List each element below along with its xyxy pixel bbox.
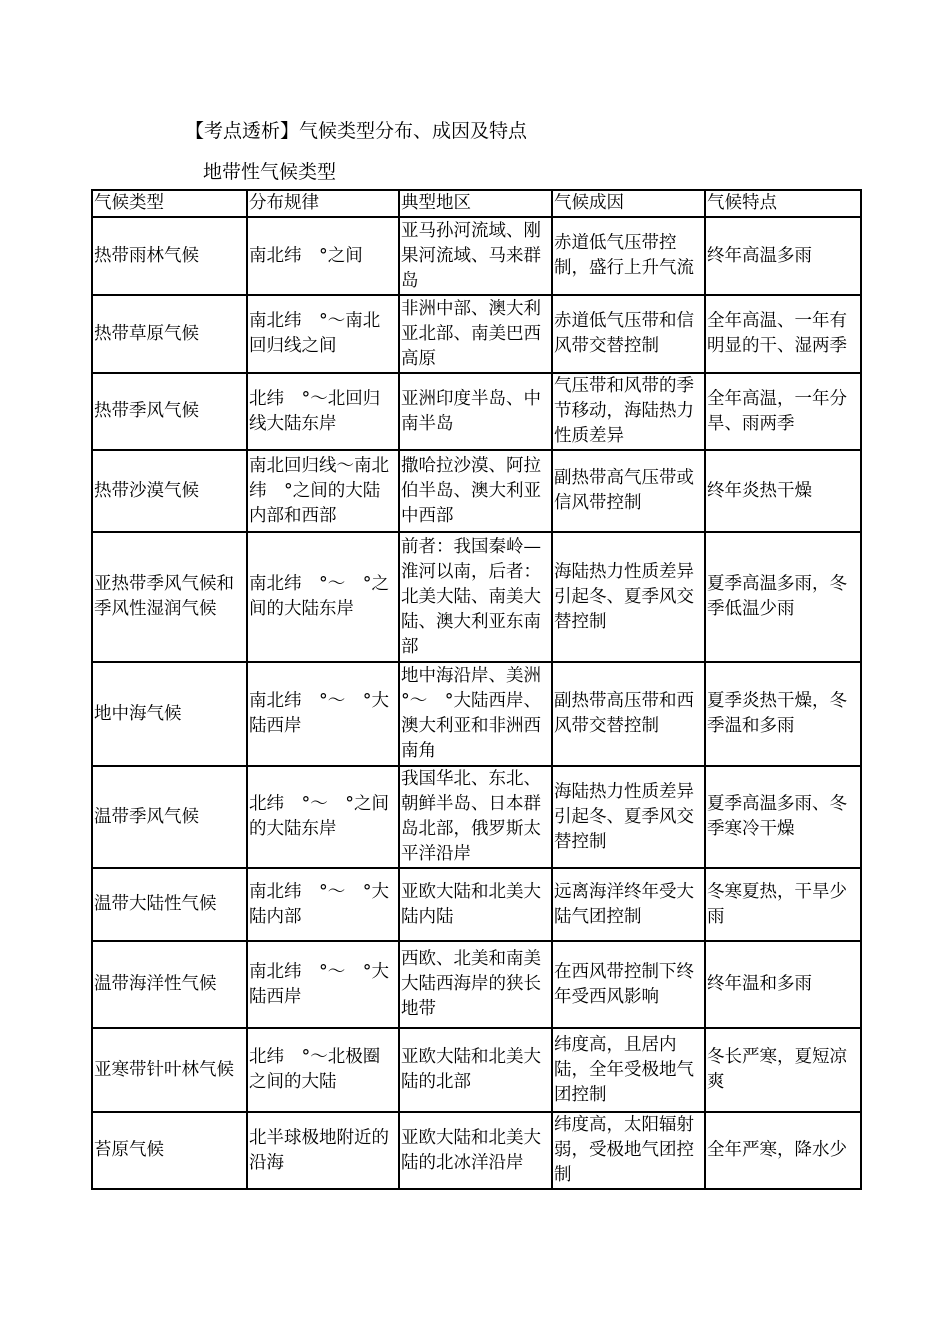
header-cell-features: 气候特点	[705, 190, 861, 217]
table-cell: 冬长严寒，夏短凉爽	[705, 1028, 861, 1112]
table-cell: 亚马孙河流域、刚果河流域、马来群岛	[399, 217, 552, 295]
table-cell: 南北纬 °～ °大陆内部	[247, 868, 399, 941]
table-row	[92, 450, 861, 532]
table-cell: 南北纬 °～ °大陆西岸	[247, 662, 399, 766]
climate-types-table	[91, 189, 862, 1190]
table-cell: 冬寒夏热，干旱少雨	[705, 868, 861, 941]
table-cell: 远离海洋终年受大陆气团控制	[552, 868, 705, 941]
table-cell: 温带海洋性气候	[92, 941, 247, 1028]
header-cell-distribution: 分布规律	[247, 190, 399, 217]
table-cell: 热带季风气候	[92, 373, 247, 450]
table-cell: 终年温和多雨	[705, 941, 861, 1028]
table-cell: 南北回归线～南北纬 °之间的大陆内部和西部	[247, 450, 399, 532]
table-cell: 纬度高，且居内陆，全年受极地气团控制	[552, 1028, 705, 1112]
table-cell: 北纬 °～北回归线大陆东岸	[247, 373, 399, 450]
table-cell: 亚欧大陆和北美大陆内陆	[399, 868, 552, 941]
table-cell: 前者：我国秦岭—淮河以南，后者：北美大陆、南美大陆、澳大利亚东南部	[399, 532, 552, 662]
table-cell: 亚热带季风气候和季风性湿润气候	[92, 532, 247, 662]
table-cell: 南北纬 °～南北回归线之间	[247, 295, 399, 373]
table-cell: 海陆热力性质差异引起冬、夏季风交替控制	[552, 532, 705, 662]
table-cell: 北半球极地附近的沿海	[247, 1112, 399, 1189]
table-cell: 地中海沿岸、美洲 °～ °大陆西岸、澳大利亚和非洲西南角	[399, 662, 552, 766]
table-cell: 夏季高温多雨、冬季寒冷干燥	[705, 766, 861, 868]
table-cell: 我国华北、东北、朝鲜半岛、日本群岛北部，俄罗斯太平洋沿岸	[399, 766, 552, 868]
table-header-row	[92, 190, 861, 217]
table-cell: 纬度高，太阳辐射弱，受极地气团控制	[552, 1112, 705, 1189]
table-cell: 南北纬 °～ °大陆西岸	[247, 941, 399, 1028]
table-row	[92, 217, 861, 295]
table-cell: 温带大陆性气候	[92, 868, 247, 941]
table-cell: 赤道低气压带和信风带交替控制	[552, 295, 705, 373]
section-subheading: 地带性气候类型	[203, 161, 337, 183]
table-row	[92, 1112, 861, 1189]
table-cell: 热带沙漠气候	[92, 450, 247, 532]
table-row	[92, 532, 861, 662]
table-cell: 非洲中部、澳大利亚北部、南美巴西高原	[399, 295, 552, 373]
table-cell: 北纬 °～ °之间的大陆东岸	[247, 766, 399, 868]
table-cell: 北纬 °～北极圈之间的大陆	[247, 1028, 399, 1112]
table-row	[92, 295, 861, 373]
header-cell-cause: 气候成因	[552, 190, 705, 217]
table-cell: 全年高温、一年有明显的干、湿两季	[705, 295, 861, 373]
table-cell: 亚寒带针叶林气候	[92, 1028, 247, 1112]
table-cell: 在西风带控制下终年受西风影响	[552, 941, 705, 1028]
table-cell: 终年高温多雨	[705, 217, 861, 295]
table-cell: 终年炎热干燥	[705, 450, 861, 532]
table-cell: 温带季风气候	[92, 766, 247, 868]
table-cell: 副热带高压带和西风带交替控制	[552, 662, 705, 766]
table-cell: 热带雨林气候	[92, 217, 247, 295]
table-cell: 海陆热力性质差异引起冬、夏季风交替控制	[552, 766, 705, 868]
table-cell: 亚洲印度半岛、中南半岛	[399, 373, 552, 450]
table-row	[92, 941, 861, 1028]
table-cell: 气压带和风带的季节移动，海陆热力性质差异	[552, 373, 705, 450]
page-heading: 【考点透析】气候类型分布、成因及特点	[185, 120, 528, 142]
table-cell: 亚欧大陆和北美大陆的北冰洋沿岸	[399, 1112, 552, 1189]
table-cell: 撒哈拉沙漠、阿拉伯半岛、澳大利亚中西部	[399, 450, 552, 532]
table-row	[92, 766, 861, 868]
table-cell: 南北纬 °之间	[247, 217, 399, 295]
table-row	[92, 662, 861, 766]
table-cell: 地中海气候	[92, 662, 247, 766]
table-cell: 赤道低气压带控制，盛行上升气流	[552, 217, 705, 295]
header-cell-climate-type: 气候类型	[92, 190, 247, 217]
table-cell: 亚欧大陆和北美大陆的北部	[399, 1028, 552, 1112]
header-cell-typical-region: 典型地区	[399, 190, 552, 217]
table-row	[92, 1028, 861, 1112]
table-cell: 夏季高温多雨，冬季低温少雨	[705, 532, 861, 662]
table-cell: 热带草原气候	[92, 295, 247, 373]
table-cell: 夏季炎热干燥，冬季温和多雨	[705, 662, 861, 766]
table-cell: 全年高温，一年分旱、雨两季	[705, 373, 861, 450]
table-cell: 全年严寒，降水少	[705, 1112, 861, 1189]
table-cell: 副热带高气压带或信风带控制	[552, 450, 705, 532]
table-row	[92, 373, 861, 450]
table-cell: 苔原气候	[92, 1112, 247, 1189]
table-row	[92, 868, 861, 941]
table-cell: 南北纬 °～ °之间的大陆东岸	[247, 532, 399, 662]
table-cell: 西欧、北美和南美大陆西海岸的狭长地带	[399, 941, 552, 1028]
